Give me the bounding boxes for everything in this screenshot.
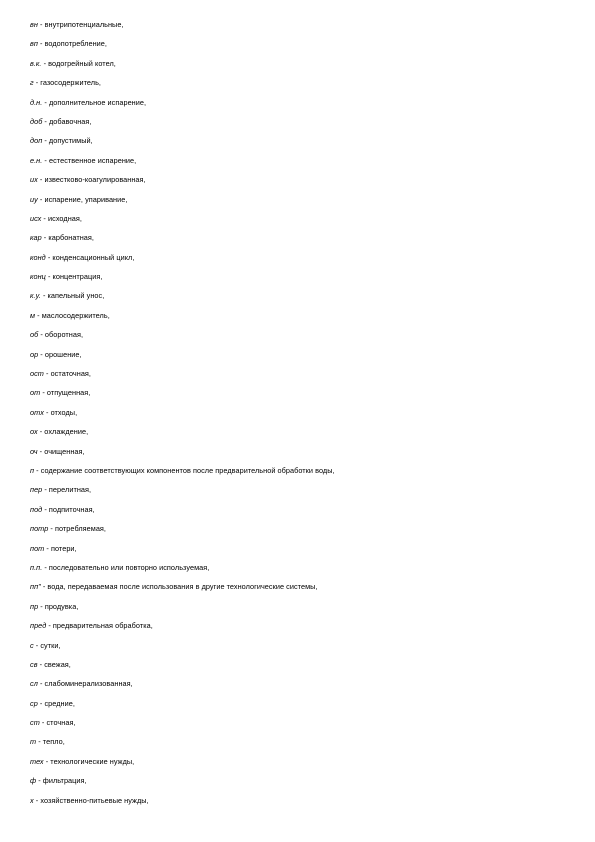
abbreviation-term: пр xyxy=(30,601,39,611)
abbreviation-definition: - испарение, упаривание, xyxy=(37,194,128,204)
abbreviation-term: ф xyxy=(30,776,37,786)
abbreviation-term: вн xyxy=(30,20,38,29)
list-item xyxy=(30,562,570,581)
abbreviation-term: ср xyxy=(30,698,38,708)
abbreviation-definition: - известково-коагулированная, xyxy=(37,175,146,185)
list-item xyxy=(30,601,570,620)
abbreviation-definition: - средние, xyxy=(37,698,75,708)
abbreviation-term: пер xyxy=(30,485,43,495)
abbreviation-term: ох xyxy=(30,427,38,437)
abbreviation-term: е.н. xyxy=(30,155,43,165)
list-item xyxy=(30,271,570,290)
abbreviation-term: с xyxy=(30,640,34,650)
abbreviation-term: пред xyxy=(30,621,47,631)
list-item xyxy=(30,232,570,251)
list-item xyxy=(30,756,570,775)
list-item xyxy=(30,698,570,717)
abbreviation-term: конд xyxy=(30,252,46,262)
abbreviation-term: пот xyxy=(30,543,45,553)
abbreviation-term: потр xyxy=(30,524,49,534)
abbreviation-definition: - фильтрация, xyxy=(36,776,87,786)
abbreviation-term: конц xyxy=(30,272,46,282)
abbreviation-term: тех xyxy=(30,756,44,766)
abbreviation-definition: - орошение, xyxy=(38,349,82,359)
list-item xyxy=(30,620,570,639)
abbreviation-definition: - последовательно или повторно используемая, xyxy=(42,562,210,572)
list-item xyxy=(30,581,570,600)
abbreviation-term: их xyxy=(30,175,38,185)
abbreviation-definition: - дополнительное испарение, xyxy=(42,97,147,107)
abbreviation-definition: - оборотная, xyxy=(38,330,84,340)
abbreviation-definition: - водопотребление, xyxy=(37,39,107,49)
abbreviation-term: св xyxy=(30,659,38,669)
list-item xyxy=(30,97,570,116)
abbreviation-term: т xyxy=(30,737,37,747)
abbreviation-definition: - предварительная обработка, xyxy=(46,621,153,631)
abbreviation-definition: - остаточная, xyxy=(43,369,92,379)
list-item xyxy=(30,523,570,542)
abbreviation-definition: - потери, xyxy=(44,543,77,553)
abbreviation-definition: - технологические нужды, xyxy=(43,756,135,766)
list-item xyxy=(30,174,570,193)
abbreviation-definition: - тепло, xyxy=(36,737,65,747)
abbreviation-definition: - продувка, xyxy=(38,601,79,611)
list-item xyxy=(30,504,570,523)
list-item xyxy=(30,349,570,368)
abbreviation-definition: - добавочная, xyxy=(42,116,92,126)
list-item xyxy=(30,678,570,697)
abbreviation-term: исх xyxy=(30,213,42,223)
abbreviation-definition: - хозяйственно-питьевые нужды, xyxy=(33,795,149,805)
abbreviation-term: кар xyxy=(30,233,42,243)
abbreviation-term: доб xyxy=(30,116,43,126)
abbreviation-definition: - потребляемая, xyxy=(48,524,107,534)
list-item xyxy=(30,116,570,135)
abbreviation-list xyxy=(30,19,570,814)
list-item xyxy=(30,252,570,271)
abbreviation-definition: - исходная, xyxy=(41,213,82,223)
abbreviation-term: иу xyxy=(30,194,38,204)
list-item xyxy=(30,736,570,755)
abbreviation-term: г xyxy=(30,78,34,88)
abbreviation-term: ор xyxy=(30,349,39,359)
list-item xyxy=(30,717,570,736)
list-item xyxy=(30,426,570,445)
abbreviation-definition: - подпиточная, xyxy=(42,504,95,514)
list-item xyxy=(30,484,570,503)
list-item xyxy=(30,58,570,77)
list-item xyxy=(30,446,570,465)
abbreviation-term: об xyxy=(30,330,39,340)
list-item xyxy=(30,407,570,426)
abbreviation-term: вп xyxy=(30,39,38,49)
list-item xyxy=(30,194,570,213)
abbreviation-term: в.к. xyxy=(30,58,42,68)
abbreviation-definition: - отходы, xyxy=(43,407,78,417)
abbreviation-term: пп" xyxy=(30,582,41,592)
abbreviation-term: отх xyxy=(30,407,44,417)
list-item xyxy=(30,310,570,329)
abbreviation-term: п.п. xyxy=(30,562,43,572)
abbreviation-term: оч xyxy=(30,446,38,456)
list-item xyxy=(30,290,570,309)
abbreviation-definition: - маслосодержитель, xyxy=(35,310,110,320)
abbreviation-definition: - сточная, xyxy=(39,718,76,728)
abbreviation-term: сл xyxy=(30,679,38,689)
abbreviation-definition: - капельный унос, xyxy=(40,291,105,301)
abbreviation-term: д.н. xyxy=(30,97,43,107)
list-item xyxy=(30,640,570,659)
list-item xyxy=(30,155,570,174)
abbreviation-definition: - перелитная, xyxy=(42,485,92,495)
abbreviation-definition: - внутрипотенциальные, xyxy=(37,20,124,29)
list-item xyxy=(30,775,570,794)
abbreviation-definition: - допустимый, xyxy=(42,136,93,146)
abbreviation-definition: - вода, передаваемая после использования в другие технологические системы, xyxy=(40,582,318,592)
abbreviation-term: под xyxy=(30,504,43,514)
abbreviation-term: х xyxy=(30,795,34,805)
abbreviation-definition: - карбонатная, xyxy=(41,233,94,243)
abbreviation-term: от xyxy=(30,388,41,398)
abbreviation-definition: - газосодержитель, xyxy=(33,78,102,88)
list-item xyxy=(30,19,570,38)
abbreviation-term: ост xyxy=(30,369,44,379)
list-item xyxy=(30,368,570,387)
abbreviation-definition: - сутки, xyxy=(33,640,61,650)
abbreviation-definition: - естественное испарение, xyxy=(42,155,137,165)
list-item xyxy=(30,795,570,814)
list-item xyxy=(30,329,570,348)
abbreviation-definition: - конденсационный цикл, xyxy=(45,252,135,262)
abbreviation-term: к.у. xyxy=(30,291,41,301)
abbreviation-definition: - свежая, xyxy=(37,659,71,669)
list-item xyxy=(30,387,570,406)
list-item xyxy=(30,135,570,154)
list-item xyxy=(30,543,570,562)
abbreviation-definition: - охлаждение, xyxy=(37,427,89,437)
abbreviation-term: м xyxy=(30,310,36,320)
abbreviation-term: п xyxy=(30,465,35,475)
list-item xyxy=(30,465,570,484)
abbreviation-definition: - слабоминерализованная, xyxy=(37,679,133,689)
abbreviation-definition: - содержание соответствующих компонентов после предварительной обработки воды, xyxy=(34,465,335,475)
list-item xyxy=(30,77,570,96)
abbreviation-term: доп xyxy=(30,136,43,146)
abbreviation-term: ст xyxy=(30,718,40,728)
list-item xyxy=(30,659,570,678)
list-item xyxy=(30,213,570,232)
list-item xyxy=(30,38,570,57)
abbreviation-definition: - концентрация, xyxy=(45,272,103,282)
abbreviation-definition: - отпущенная, xyxy=(40,388,91,398)
abbreviation-definition: - очищенная, xyxy=(37,446,85,456)
abbreviation-definition: - водогрейный котел, xyxy=(41,58,116,68)
